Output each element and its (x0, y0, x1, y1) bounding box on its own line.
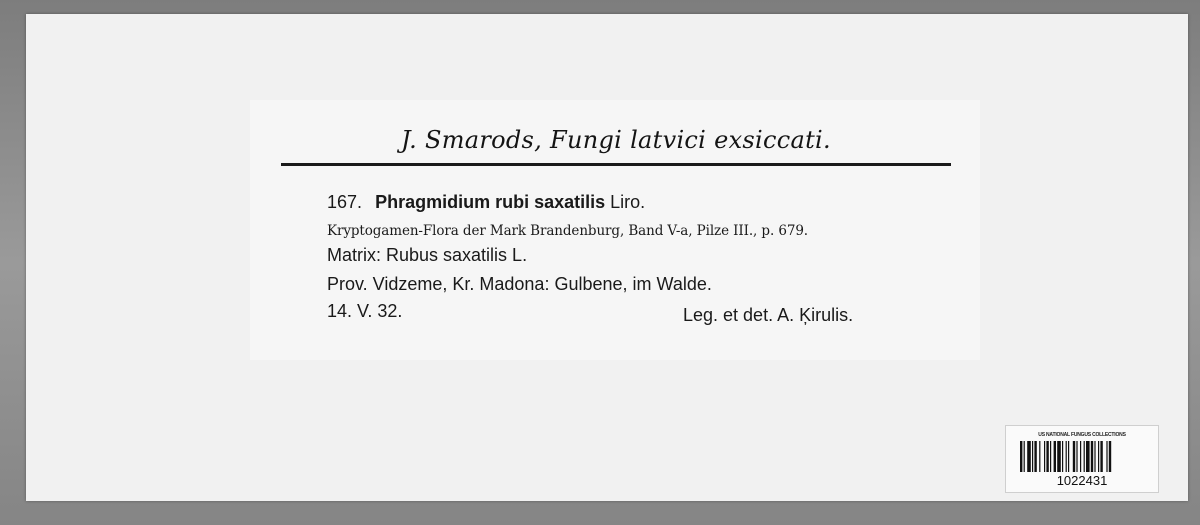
barcode-number: 1022431 (1056, 473, 1108, 488)
specimen-number: 167. (327, 192, 363, 212)
matrix-line: Matrix: Rubus saxatilis L. (327, 245, 528, 265)
taxon-line (327, 192, 645, 213)
collector-line: Leg. et det. A. Ķirulis. (683, 305, 854, 325)
reference-line: Kryptogamen-Flora der Mark Brandenburg, Band V-a, Pilze III., p. 679. (327, 223, 808, 239)
header-rule (281, 163, 951, 166)
barcode-label (1005, 425, 1159, 493)
species-name: Phragmidium rubi saxatilis (375, 192, 606, 212)
barcode-bars (1020, 441, 1144, 472)
barcode-institution: US NATIONAL FUNGUS COLLECTIONS (1038, 432, 1126, 438)
locality-line: Prov. Vidzeme, Kr. Madona: Gulbene, im Walde. (327, 274, 712, 294)
species-author: Liro. (610, 192, 646, 212)
exsiccata-header: J. Smarods, Fungi latvici exsiccati. (401, 126, 831, 154)
collection-date: 14. V. 32. (327, 301, 403, 321)
